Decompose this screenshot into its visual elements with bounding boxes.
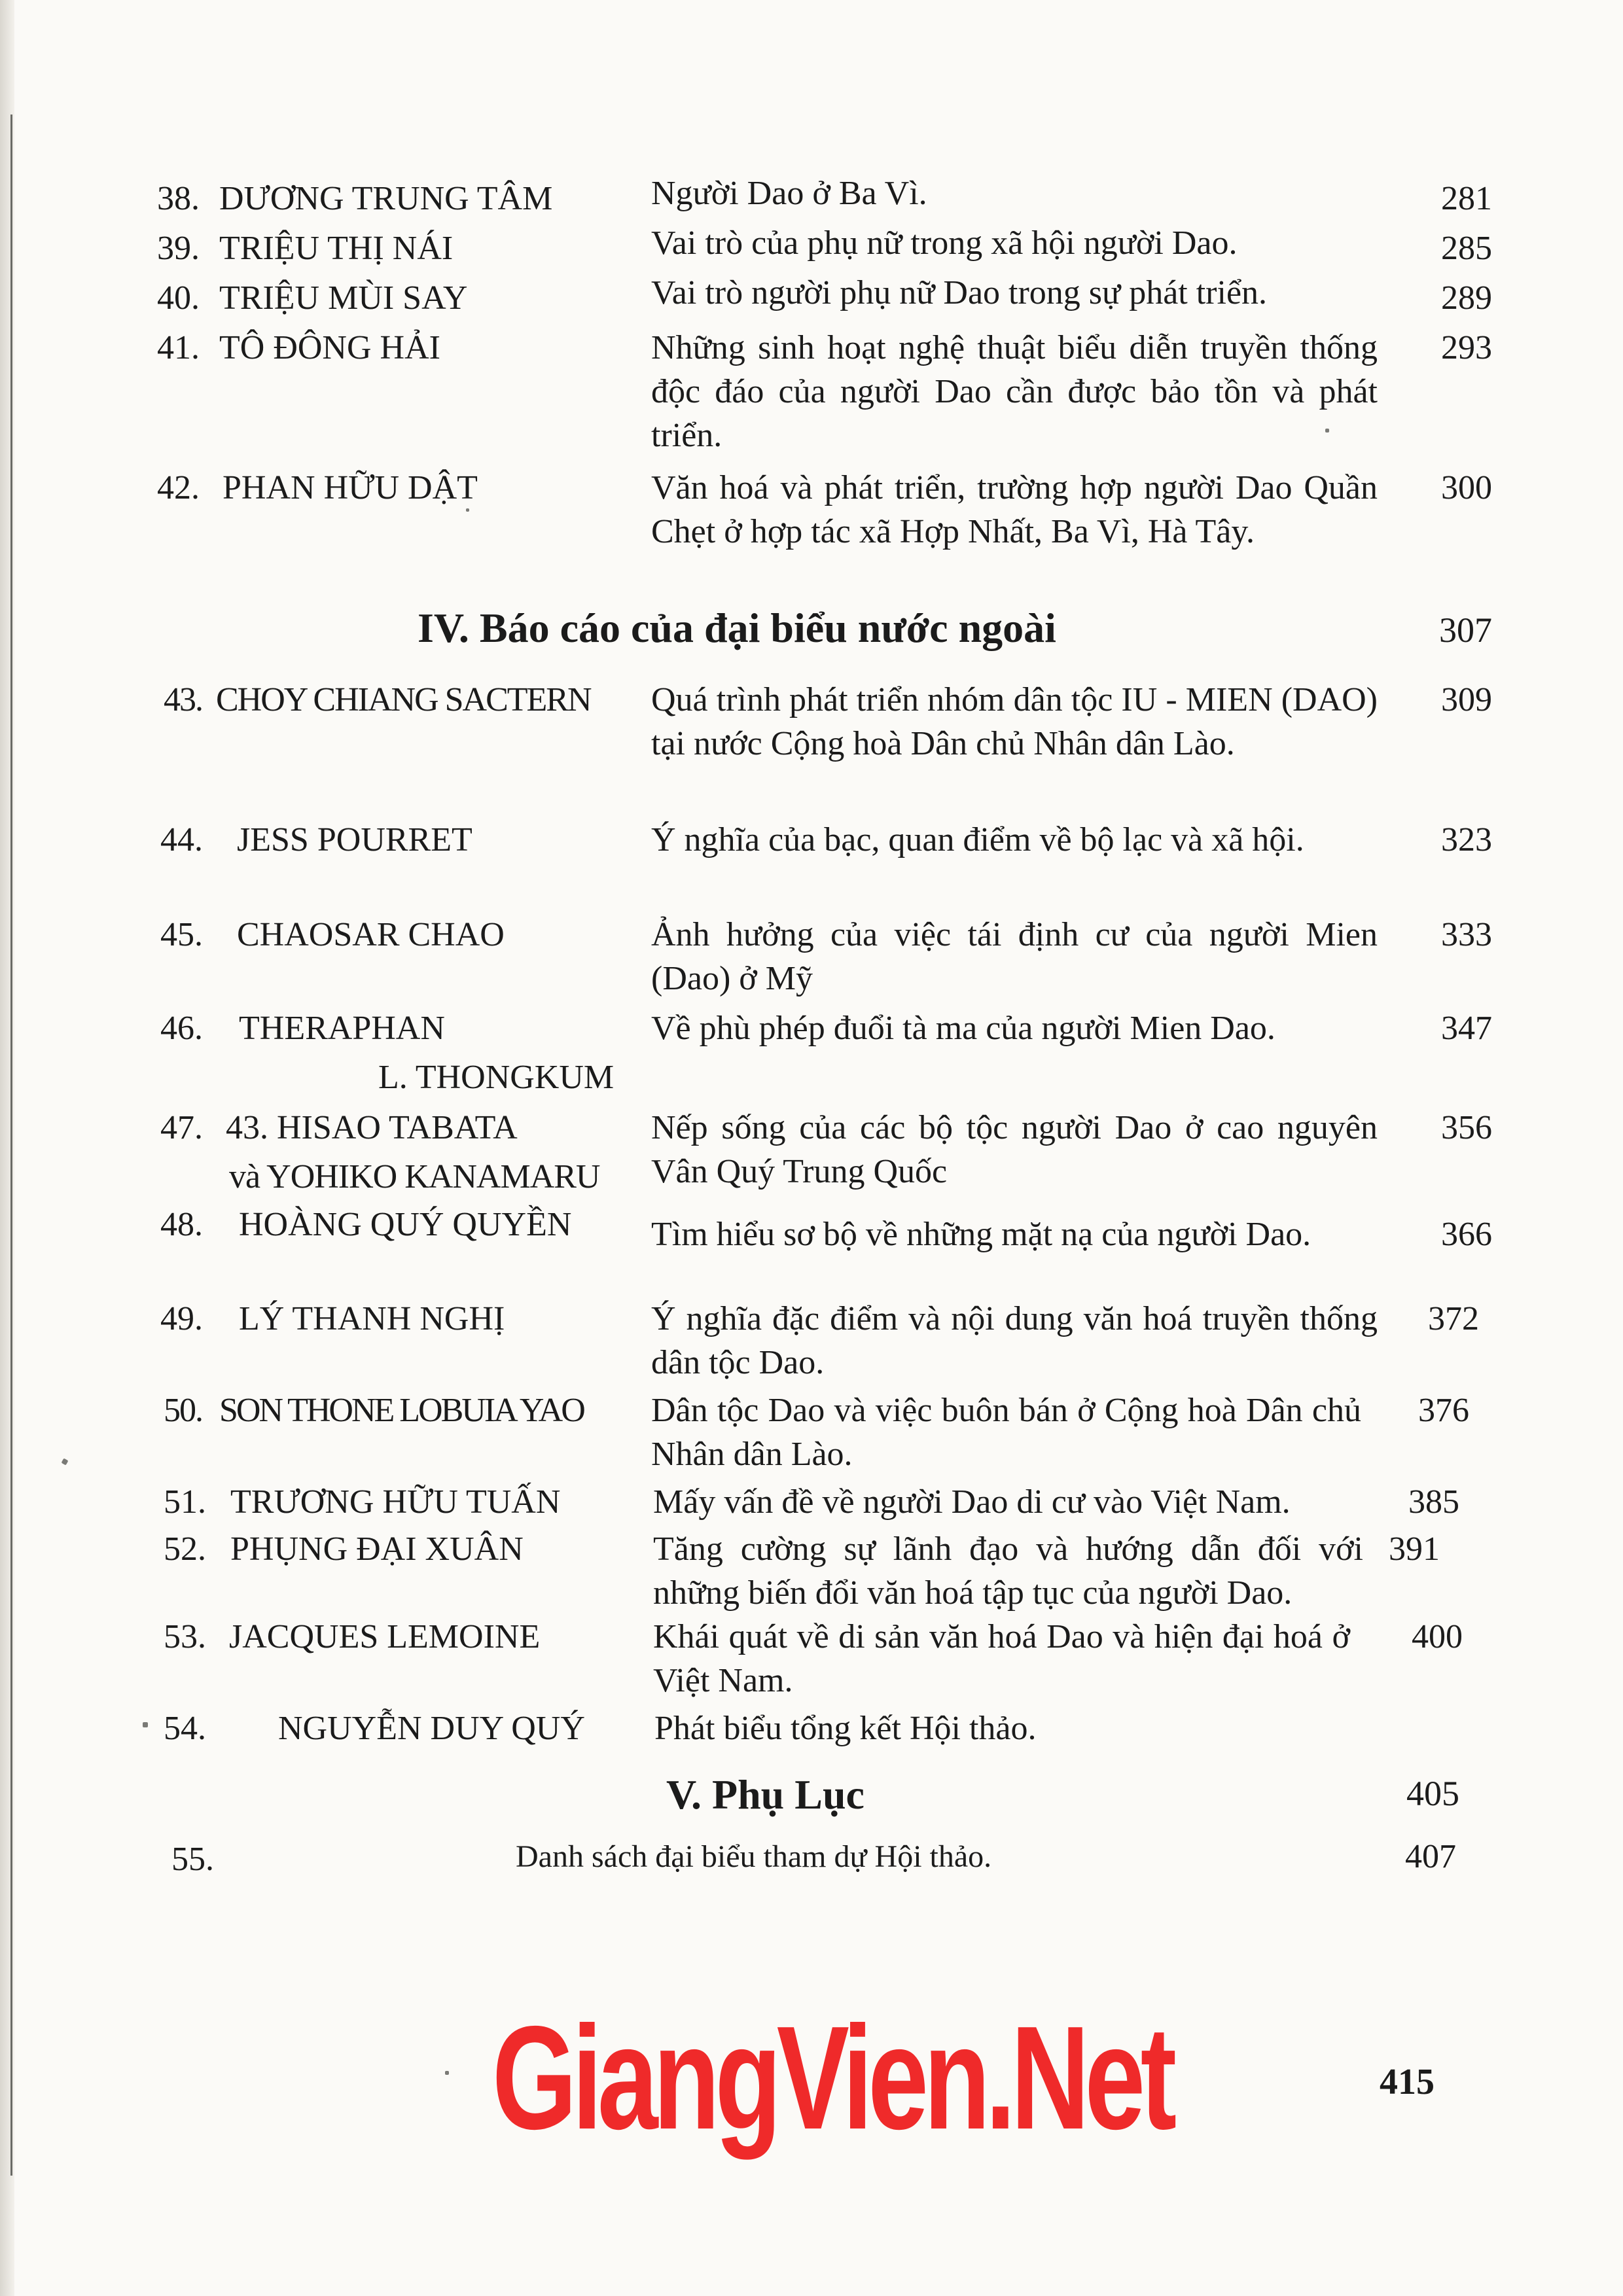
- entry-title: Phát biểu tổng kết Hội thảo.: [654, 1710, 1037, 1747]
- entry-title: Người Dao ở Ba Vì.: [651, 175, 927, 212]
- entry-author: PHỤNG ĐẠI XUÂN: [230, 1530, 524, 1568]
- entry-title: Quá trình phát triển nhóm dân tộc IU - MIEN (DAO) tại nước Cộng hoà Dân chủ Nhân dân Lào.: [651, 681, 1378, 762]
- print-speck: [445, 2071, 449, 2075]
- section-heading-iv: IV. Báo cáo của đại biểu nước ngoài: [418, 605, 1056, 651]
- entry-title: Dân tộc Dao và việc buôn bán ở Cộng hoà Dân chủ Nhân dân Lào.: [651, 1392, 1361, 1473]
- entry-title: Tìm hiểu sơ bộ về những mặt nạ của người Dao.: [651, 1216, 1311, 1253]
- entry-page: 356: [1441, 1109, 1492, 1146]
- entry-number: 49.: [160, 1300, 203, 1337]
- entry-author: JESS POURRET: [237, 821, 473, 858]
- entry-title: Ý nghĩa đặc điểm và nội dung văn hoá truyền thống dân tộc Dao.: [651, 1300, 1378, 1381]
- entry-title: Những sinh hoạt nghệ thuật biểu diễn truyền thống độc đáo của người Dao cần được bảo tồn và phát triển.: [651, 329, 1378, 454]
- entry-number: 46.: [160, 1010, 203, 1047]
- entry-number: 39.: [157, 230, 200, 267]
- entry-page: 376: [1418, 1392, 1469, 1429]
- entry-author: PHAN HỮU DẬT: [223, 469, 478, 506]
- entry-author-line-2: L. THONGKUM: [378, 1059, 615, 1096]
- entry-title: Văn hoá và phát triển, trường hợp người Dao Quần Chẹt ở hợp tác xã Hợp Nhất, Ba Vì, Hà Tây.: [651, 469, 1378, 550]
- entry-number: 38.: [157, 180, 200, 217]
- entry-title: Tăng cường sự lãnh đạo và hướng dẫn đối với những biến đổi văn hoá tập tục của người Dao.: [653, 1530, 1363, 1612]
- entry-page: 293: [1441, 329, 1492, 366]
- entry-author: HOÀNG QUÝ QUYỀN: [239, 1206, 572, 1243]
- entry-author: CHAOSAR CHAO: [237, 916, 505, 953]
- entry-number: 40.: [157, 279, 200, 317]
- entry-title: Mấy vấn đề về người Dao di cư vào Việt Nam.: [653, 1483, 1291, 1521]
- entry-author: TRƯƠNG HỮU TUẤN: [230, 1483, 561, 1521]
- entry-title: Ý nghĩa của bạc, quan điểm về bộ lạc và xã hội.: [651, 821, 1304, 858]
- entry-page: 407: [1405, 1838, 1456, 1875]
- entry-number: 42.: [157, 469, 200, 506]
- entry-number: 45.: [160, 916, 203, 953]
- entry-page: 281: [1441, 180, 1492, 217]
- entry-page: 366: [1441, 1216, 1492, 1253]
- binding-line: [10, 115, 12, 2176]
- entry-title: Ảnh hưởng của việc tái định cư của người Mien (Dao) ở Mỹ: [651, 916, 1378, 997]
- entry-author: CHOY CHIANG SACTERN: [216, 681, 591, 718]
- entry-title: Nếp sống của các bộ tộc người Dao ở cao nguyên Vân Quý Trung Quốc: [651, 1109, 1378, 1190]
- entry-author: THERAPHAN: [239, 1010, 445, 1047]
- entry-number: 44.: [160, 821, 203, 858]
- entry-page: 372: [1428, 1300, 1479, 1337]
- print-speck: [143, 1722, 148, 1727]
- entry-author: DƯƠNG TRUNG TÂM: [219, 180, 553, 217]
- entry-author: SON THONE LOBUIA YAO: [219, 1392, 584, 1429]
- entry-author-line-2: và YOHIKO KANAMARU: [229, 1158, 600, 1195]
- entry-title: Vai trò của phụ nữ trong xã hội người Dao.: [651, 224, 1238, 262]
- entry-title: Vai trò người phụ nữ Dao trong sự phát triển.: [651, 274, 1268, 311]
- print-speck: [62, 1458, 69, 1466]
- print-speck: [1325, 429, 1329, 433]
- entry-title: Danh sách đại biểu tham dự Hội thảo.: [516, 1839, 992, 1874]
- entry-page: 300: [1441, 469, 1492, 506]
- entry-number: 54.: [164, 1710, 206, 1747]
- entry-number: 41.: [157, 329, 200, 366]
- entry-number: 55.: [171, 1841, 214, 1878]
- entry-number: 53.: [164, 1618, 206, 1655]
- section-iv-page: 307: [1439, 610, 1492, 650]
- entry-page: 323: [1441, 821, 1492, 858]
- section-v-page: 405: [1406, 1774, 1459, 1813]
- entry-author: TÔ ĐÔNG HẢI: [219, 329, 440, 366]
- entry-number: 51.: [164, 1483, 206, 1521]
- entry-author: LÝ THANH NGHỊ: [239, 1300, 505, 1337]
- entry-title: Về phù phép đuổi tà ma của người Mien Dao.: [651, 1010, 1275, 1047]
- entry-number: 50.: [164, 1392, 202, 1429]
- page-number: 415: [1380, 2062, 1435, 2102]
- entry-author: TRIỆU THỊ NÁI: [219, 230, 454, 267]
- entry-author: 43. HISAO TABATA: [226, 1109, 518, 1146]
- entry-page: 391: [1389, 1530, 1440, 1568]
- entry-page: 289: [1441, 279, 1492, 317]
- entry-number: 47.: [160, 1109, 203, 1146]
- entry-page: 309: [1441, 681, 1492, 718]
- entry-page: 333: [1441, 916, 1492, 953]
- entry-page: 400: [1412, 1618, 1463, 1655]
- entry-number: 48.: [160, 1206, 203, 1243]
- entry-author: JACQUES LEMOINE: [229, 1618, 541, 1655]
- entry-page: 385: [1408, 1483, 1459, 1521]
- print-speck: [466, 508, 469, 512]
- entry-page: 285: [1441, 230, 1492, 267]
- section-heading-v: V. Phụ Lục: [666, 1771, 865, 1818]
- entry-page: 347: [1441, 1010, 1492, 1047]
- entry-number: 43.: [164, 681, 202, 718]
- entry-author: NGUYỄN DUY QUÝ: [278, 1710, 585, 1747]
- entry-title: Khái quát về di sản văn hoá Dao và hiện đại hoá ở Việt Nam.: [653, 1618, 1350, 1699]
- entry-author: TRIỆU MÙI SAY: [219, 279, 468, 317]
- watermark-logo: GiangVien.Net: [492, 1995, 1172, 2160]
- entry-number: 52.: [164, 1530, 206, 1568]
